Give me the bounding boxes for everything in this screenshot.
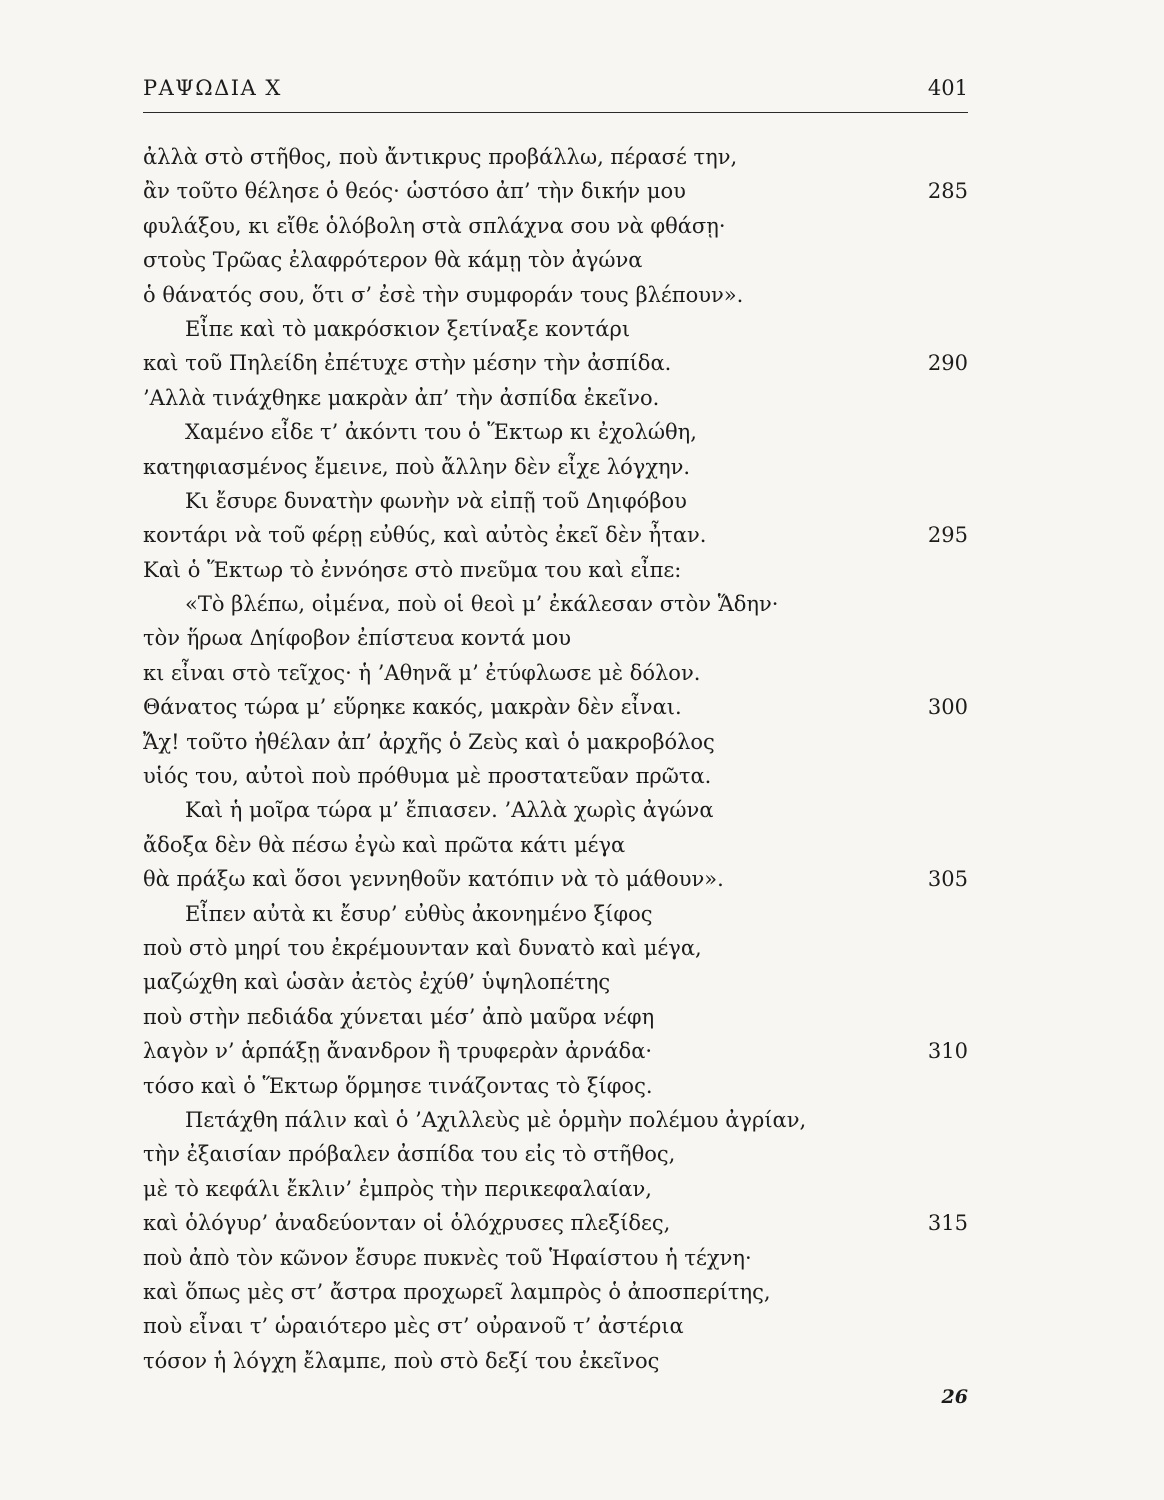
verse-line [143, 656, 968, 690]
verse-text: κοντάρι νὰ τοῦ φέρῃ εὐθύς, καὶ αὐτὸς ἐκεῖ δὲν ἦταν. [143, 523, 707, 548]
verse-line [143, 415, 968, 449]
line-number: 300 [927, 695, 968, 720]
line-number: 290 [927, 351, 968, 376]
verse-text: υἱός του, αὐτοὶ ποὺ πρόθυμα μὲ προστατεῦαν πρῶτα. [143, 764, 712, 789]
verse-text: Χαμένο εἶδε τ’ ἀκόντι του ὁ Ἕκτωρ κι ἐχολώθη, [185, 420, 697, 445]
verse-line [143, 381, 968, 415]
verse-line [143, 450, 968, 484]
verse-text: φυλάξου, κι εἴθε ὁλόβολη στὰ σπλάχνα σου νὰ φθάσῃ· [143, 213, 726, 238]
verse-line [143, 690, 968, 724]
verse-line [143, 1137, 968, 1171]
verse-text: στοὺς Τρῶας ἐλαφρότερον θὰ κάμῃ τὸν ἀγώνα [143, 248, 643, 273]
verse-text: ποὺ στὴν πεδιάδα χύνεται μέσ’ ἀπὸ μαῦρα νέφη [143, 1004, 655, 1029]
running-head: ΡΑΨΩΔΙΑ Χ [143, 76, 282, 100]
verse-line [143, 965, 968, 999]
verse-text: Πετάχθη πάλιν καὶ ὁ ’Αχιλλεὺς μὲ ὁρμὴν πολέμου ἀγρίαν, [185, 1107, 807, 1132]
verse-line [143, 209, 968, 243]
verse-line [143, 828, 968, 862]
page-header [143, 76, 968, 106]
line-number: 310 [927, 1039, 968, 1064]
verse-text: καὶ ὅπως μὲς στ’ ἄστρα προχωρεῖ λαμπρὸς ὁ ἀποσπερίτης, [143, 1279, 771, 1304]
verse-text: τὸν ἥρωα Δηίφοβον ἐπίστευα κοντά μου [143, 626, 571, 651]
verse-text: κι εἶναι στὸ τεῖχος· ἡ ’Αθηνᾶ μ’ ἐτύφλωσε μὲ δόλον. [143, 660, 701, 685]
verse-line [143, 862, 968, 896]
verse-line [143, 931, 968, 965]
verse-text: Θάνατος τώρα μ’ εὕρηκε κακός, μακρὰν δὲν εἶναι. [143, 695, 682, 720]
verse-line [143, 1206, 968, 1240]
signature-mark: 26 [941, 1386, 968, 1408]
verse-text: μαζώχθη καὶ ὡσὰν ἀετὸς ἐχύθ’ ὑψηλοπέτης [143, 970, 611, 995]
verse-line [143, 1034, 968, 1068]
line-number: 295 [927, 523, 968, 548]
verse-text: Εἶπε καὶ τὸ μακρόσκιον ξετίναξε κοντάρι [185, 316, 631, 341]
verse-text: ποὺ ἀπὸ τὸν κῶνον ἔσυρε πυκνὲς τοῦ Ἡφαίστου ἡ τέχνη· [143, 1245, 752, 1270]
verse-line [143, 1172, 968, 1206]
line-number: 315 [927, 1211, 968, 1236]
verse-line [143, 725, 968, 759]
verse-text: θὰ πράξω καὶ ὅσοι γεννηθοῦν κατόπιν νὰ τὸ μάθουν». [143, 867, 724, 892]
verse-line [143, 793, 968, 827]
verse-text: κατηφιασμένος ἔμεινε, ποὺ ἄλλην δὲν εἶχε λόγχην. [143, 454, 691, 479]
verse-line [143, 518, 968, 552]
verse-text: ποὺ εἶναι τ’ ὡραιότερο μὲς στ’ οὐρανοῦ τ’ ἀστέρια [143, 1314, 684, 1339]
verse-text: τόσο καὶ ὁ Ἕκτωρ ὅρμησε τινάζοντας τὸ ξίφος. [143, 1073, 653, 1098]
verse-line [143, 1344, 968, 1378]
header-rule [143, 112, 968, 113]
verse-line [143, 484, 968, 518]
verse-line [143, 1000, 968, 1034]
verse-text: τόσον ἡ λόγχη ἔλαμπε, ποὺ στὸ δεξί του ἐκεῖνος [143, 1348, 660, 1373]
verse-text: «Τὸ βλέπω, οἰμένα, ποὺ οἱ θεοὶ μ’ ἐκάλεσαν στὸν Ἅδην· [185, 592, 779, 617]
line-number: 305 [927, 867, 968, 892]
verse-text: ὁ θάνατός σου, ὅτι σ’ ἐσὲ τὴν συμφοράν τους βλέπουν». [143, 282, 744, 307]
verse-text: λαγὸν ν’ ἁρπάξῃ ἄνανδρον ἢ τρυφερὰν ἀρνάδα· [143, 1039, 653, 1064]
verse-text: ἀλλὰ στὸ στῆθος, ποὺ ἄντικρυς προβάλλω, πέρασέ την, [143, 145, 738, 169]
verse-text: ποὺ στὸ μηρί του ἐκρέμουνταν καὶ δυνατὸ καὶ μέγα, [143, 935, 702, 960]
verse-text: ἂν τοῦτο θέλησε ὁ θεός· ὡστόσο ἀπ’ τὴν δικήν μου [143, 179, 686, 204]
verse-line [143, 897, 968, 931]
verse-line [143, 759, 968, 793]
verse-line [143, 312, 968, 346]
verse-text: μὲ τὸ κεφάλι ἔκλιν’ ἐμπρὸς τὴν περικεφαλαίαν, [143, 1176, 652, 1201]
verse-text: Κι ἔσυρε δυνατὴν φωνὴν νὰ εἰπῇ τοῦ Δηιφόβου [185, 488, 687, 513]
verse-line [143, 140, 968, 174]
verse-line [143, 346, 968, 380]
verse-line [143, 1309, 968, 1343]
verse-line [143, 243, 968, 277]
verse-line [143, 621, 968, 655]
verse-text: καὶ τοῦ Πηλείδη ἐπέτυχε στὴν μέσην τὴν ἀσπίδα. [143, 351, 672, 376]
verse-line [143, 553, 968, 587]
verse-line [143, 174, 968, 208]
line-number: 285 [927, 179, 968, 204]
verse-block [143, 140, 968, 1378]
verse-text: Ἄχ! τοῦτο ἠθέλαν ἀπ’ ἀρχῆς ὁ Ζεὺς καὶ ὁ μακροβόλος [143, 729, 715, 754]
verse-text: ’Αλλὰ τινάχθηκε μακρὰν ἀπ’ τὴν ἀσπίδα ἐκεῖνο. [143, 385, 660, 410]
verse-line [143, 1103, 968, 1137]
page-number: 401 [927, 76, 968, 100]
verse-line [143, 278, 968, 312]
verse-text: Καὶ ἡ μοῖρα τώρα μ’ ἔπιασεν. ’Αλλὰ χωρὶς ἀγώνα [185, 798, 714, 823]
verse-line [143, 587, 968, 621]
verse-text: Εἶπεν αὐτὰ κι ἔσυρ’ εὐθὺς ἀκονημένο ξίφος [185, 901, 653, 926]
verse-text: Καὶ ὁ Ἕκτωρ τὸ ἐννόησε στὸ πνεῦμα του καὶ εἶπε: [143, 557, 682, 582]
verse-line [143, 1275, 968, 1309]
verse-line [143, 1069, 968, 1103]
verse-line [143, 1241, 968, 1275]
verse-text: τὴν ἐξαισίαν πρόβαλεν ἀσπίδα του εἰς τὸ στῆθος, [143, 1142, 676, 1167]
verse-text: καὶ ὁλόγυρ’ ἀναδεύονταν οἱ ὁλόχρυσες πλεξίδες, [143, 1211, 671, 1236]
verse-text: ἄδοξα δὲν θὰ πέσω ἐγὼ καὶ πρῶτα κάτι μέγα [143, 832, 626, 857]
